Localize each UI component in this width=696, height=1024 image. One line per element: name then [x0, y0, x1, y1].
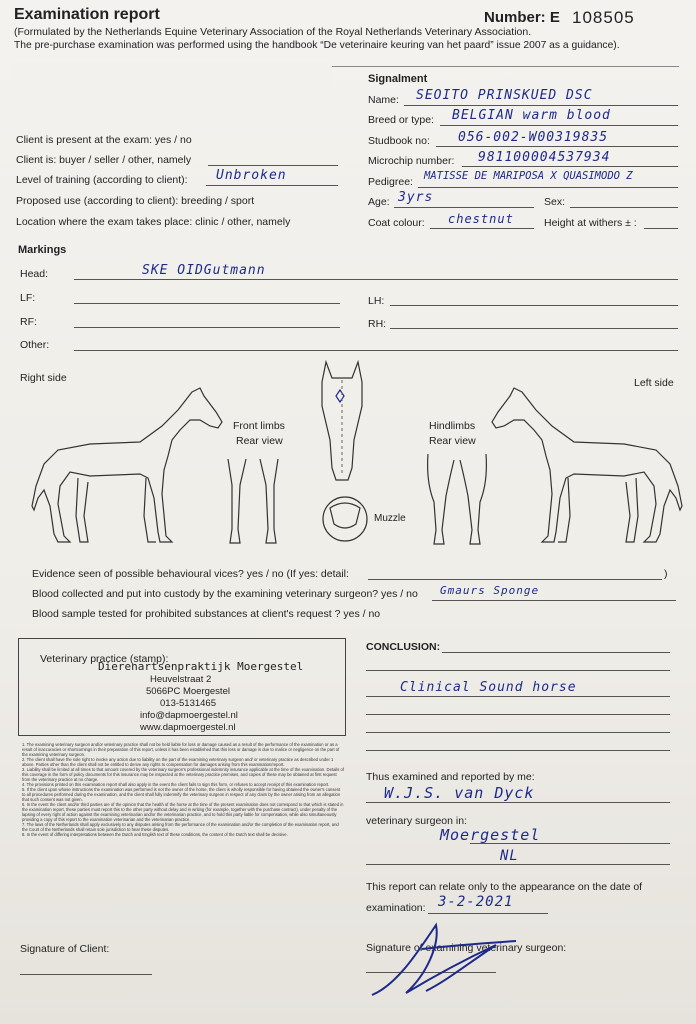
surgeon-in-value: Moergestel: [440, 826, 541, 844]
coat-value: chestnut: [448, 212, 514, 226]
coat-line: [430, 228, 534, 229]
client-location: Location where the exam takes place: clinic / other, namely: [16, 216, 291, 228]
hind-rear-view-label: Rear view: [429, 435, 476, 447]
conclusion-value: Clinical Sound horse: [400, 680, 577, 695]
vet-signature-icon: [366, 915, 536, 1005]
sex-label: Sex:: [544, 196, 566, 208]
rh-label: RH:: [368, 318, 387, 330]
report-subtitle-1: (Formulated by the Netherlands Equine Veterinary Association of the Royal Netherlands Veterinary Association.: [14, 26, 532, 38]
name-value: SEOITO PRINSKUED DSC: [416, 88, 593, 103]
studbook-value: 056-002-W00319835: [458, 130, 609, 145]
examined-by-line: [366, 802, 670, 803]
report-number-label: Number: E: [484, 9, 560, 26]
sex-line: [570, 207, 678, 208]
right-side-label: Right side: [20, 372, 67, 384]
other-label: Other:: [20, 339, 50, 351]
horse-left-side-icon: [488, 386, 684, 550]
fine-print-item: 8. In the event of differing interpretations between the Dutch and English text of these conditions, the content of the Dutch text shall be decisive.: [22, 832, 288, 837]
lh-label: LH:: [368, 295, 385, 307]
conclusion-line-2: [366, 670, 670, 671]
breed-line: [440, 125, 678, 126]
left-side-label: Left side: [634, 377, 674, 389]
fine-print-item: 3. Liability shall be limited at all times to that amount covered by the veterinary surgeon's professional indemnity insurance applicable at the time of the examination. Details of this coverage in the form of policy documents for this insurance may be inspected at the veterinary practice premises, and copies of these may be obtained at first request from the veterinary practice at no charge.: [22, 767, 345, 782]
coat-label: Coat colour:: [368, 217, 425, 229]
relate-text: This report can relate only to the appearance on the date of: [366, 881, 643, 893]
fine-print-item: 1. The examining veterinary surgeon and/or veterinary practice shall not be held liable for loss or damage caused as a result of the performance of the examination or as a result of inaccuracies or shortcomings in their preparation of this report, unless it has been established that this loss or damage is due to malice or negligence on the part of the examining veterinary surgeon.: [22, 742, 340, 757]
stamp-city: 5066PC Moergestel: [146, 686, 230, 697]
fine-print-item: 6. In the event the client and/or third parties are of the opinion that the health of the horse at the time of the present examination does not correspond to that which is stated in the examination report, these parties must report this to the other party without delay and in writing (for example, together with the purchase contract), under penalty of the lapsing of every right of action against the examining veterinarian and/or the veterinarian practice, and to hold this party liable for compensation, while also simultaneously providing a copy of this report to the examination veterinarian and the veterinarian practice.: [22, 802, 344, 822]
front-rear-view-label: Rear view: [236, 435, 283, 447]
report-number-value: 108505: [572, 8, 635, 27]
lf-label: LF:: [20, 292, 36, 304]
age-value: 3yrs: [398, 190, 434, 205]
lh-line: [390, 305, 678, 306]
stamp-label: Veterinary practice (stamp):: [40, 653, 169, 665]
front-limbs-icon: [224, 455, 282, 549]
report-subtitle-2: The pre-purchase examination was performed using the handbook “De veterinaire keuring van het paard” issue 2007 as a guidance).: [14, 40, 620, 51]
examined-by-value: W.J.S. van Dyck: [384, 784, 535, 802]
fine-print-item: 2. The client shall have the sole right to invoke any action due to liability on the part of the examining veterinary surgeon and/ or veterinary practice as described under 1 above. Parties other than the client shall not be entitled to derive any rights to compensation for damages arising from this examination/report.: [22, 757, 334, 767]
head-line: [74, 279, 678, 280]
microchip-label: Microchip number:: [368, 155, 455, 167]
other-line: [74, 350, 678, 351]
client-training-value: Unbroken: [216, 168, 287, 183]
hind-limbs-icon: [424, 452, 490, 550]
name-label: Name:: [368, 94, 399, 106]
rf-label: RF:: [20, 316, 37, 328]
vices-question: Evidence seen of possible behavioural vices? yes / no (If yes: detail:: [32, 568, 349, 580]
fine-print-item: 7. The laws of the Netherlands shall apply exclusively to any disputes arising from the performance of the examination and/or the completion of the examination report, and the Court of the Netherlands shall retain sole jurisdiction to hear these disputes.: [22, 822, 339, 832]
substances-question: Blood sample tested for prohibited substances at client's request ? yes / no: [32, 608, 381, 620]
client-signature-line: [20, 974, 152, 975]
horse-head-front-icon: [318, 360, 366, 484]
height-label: Height at withers ± :: [544, 217, 637, 229]
conclusion-line-1: [442, 652, 670, 653]
conclusion-line-5: [366, 732, 670, 733]
signalment-heading: Signalment: [368, 73, 428, 85]
pedigree-line: [418, 187, 678, 188]
head-label: Head:: [20, 268, 49, 280]
client-is-line: [208, 165, 338, 166]
vices-close: ): [664, 568, 668, 580]
microchip-line: [462, 166, 678, 167]
exam-date-line: [428, 913, 548, 914]
vices-line: [368, 579, 662, 580]
pedigree-value: MATISSE DE MARIPOSA X QUASIMODO Z: [424, 170, 633, 182]
studbook-label: Studbook no:: [368, 135, 430, 147]
name-line: [404, 105, 678, 106]
blood-question: Blood collected and put into custody by the examining veterinary surgeon? yes / no: [32, 588, 418, 600]
pedigree-label: Pedigree:: [368, 176, 413, 188]
rh-line: [390, 328, 678, 329]
rf-line: [74, 327, 340, 328]
conclusion-line-4: [366, 714, 670, 715]
client-use: Proposed use (according to client): breeding / sport: [16, 195, 255, 207]
surgeon-in-line-2: [366, 864, 670, 865]
vet-signature-label: Signature of examining veterinary surgeon:: [366, 942, 567, 954]
client-is: Client is: buyer / seller / other, namely: [16, 154, 192, 166]
blood-value: Gmaurs Sponge: [440, 584, 540, 597]
lf-line: [74, 303, 340, 304]
fine-print-item: 5. If the client upon whose instructions the examination was performed is not the owner of the horse, the client is wholly responsible for having obtained the owner's consent to all procedures performed during the examination, and the client shall fully indemnify the veterinary surgeon in respect of any claim by the owner arising from an allegation that such consent was not given.: [22, 787, 341, 802]
fine-print: [22, 742, 344, 837]
report-title: Examination report: [14, 6, 160, 23]
client-training: Level of training (according to client):: [16, 174, 188, 186]
horse-right-side-icon: [30, 386, 226, 550]
stamp-phone: 013-5131465: [160, 698, 216, 709]
muzzle-label: Muzzle: [374, 513, 406, 524]
breed-label: Breed or type:: [368, 114, 434, 126]
front-limbs-label: Front limbs: [233, 420, 285, 432]
surgeon-in-line: [470, 843, 670, 844]
markings-heading: Markings: [18, 244, 67, 256]
conclusion-heading: CONCLUSION:: [366, 641, 441, 653]
breed-value: BELGIAN warm blood: [452, 108, 611, 123]
client-present: Client is present at the exam: yes / no: [16, 134, 192, 146]
client-training-line: [206, 185, 338, 186]
height-line: [644, 228, 678, 229]
examined-by-label: Thus examined and reported by me:: [366, 771, 535, 783]
surgeon-in-label: veterinary surgeon in:: [366, 815, 467, 827]
exam-date-value: 3-2-2021: [438, 894, 514, 910]
redacted-area: [12, 62, 332, 132]
conclusion-line-6: [366, 750, 670, 751]
fine-print-item: 4. The provisions printed on this examination report shall also apply in the event the client fails to sign this form, or refuses to accept receipt of this examination report.: [22, 782, 330, 787]
hind-limbs-label: Hindlimbs: [429, 420, 476, 432]
stamp-web: www.dapmoergestel.nl: [140, 722, 236, 733]
muzzle-icon: [320, 494, 370, 544]
stamp-name: Dierenartsenpraktijk Moergestel: [98, 660, 304, 673]
stamp-street: Heuvelstraat 2: [150, 674, 212, 685]
head-value: SKE OIDGutmann: [142, 263, 266, 278]
microchip-value: 981100004537934: [478, 150, 611, 165]
exam-date-label: examination:: [366, 902, 426, 914]
age-line: [394, 207, 534, 208]
client-signature-label: Signature of Client:: [20, 943, 110, 955]
age-label: Age:: [368, 196, 390, 208]
conclusion-line-3: [366, 696, 670, 697]
studbook-line: [436, 146, 678, 147]
blood-line: [432, 600, 676, 601]
surgeon-in-value-2: NL: [500, 848, 519, 864]
stamp-email: info@dapmoergestel.nl: [140, 710, 238, 721]
